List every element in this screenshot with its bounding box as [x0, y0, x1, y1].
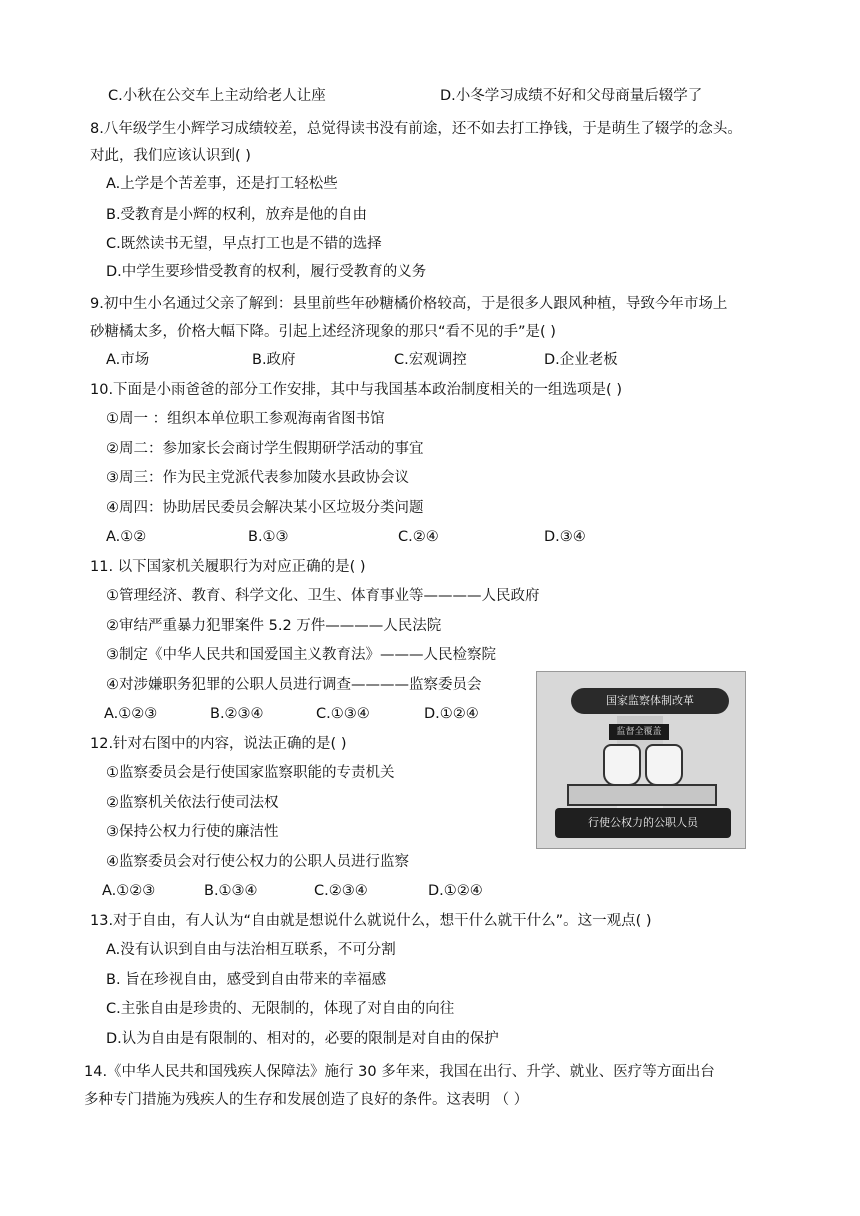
supervision-cartoon-figure — [536, 671, 746, 849]
q10-item-1: ①周一 ：组织本单位职工参观海南省图书馆 — [106, 411, 385, 427]
figure-official-left — [603, 744, 641, 786]
q10-option-b: B.①③ — [248, 529, 289, 545]
q10-option-c: C.②④ — [398, 529, 439, 545]
figure-sign: 监督全覆盖 — [609, 724, 669, 740]
q11-option-b: B.②③④ — [210, 706, 264, 722]
q11-option-d: D.①②④ — [424, 706, 479, 722]
q13-stem: 13.对于自由，有人认为“自由就是想说什么就说什么，想干什么就干什么”。这一观点( ) — [90, 913, 652, 929]
q14-stem-line1: 14.《中华人民共和国残疾人保障法》施行 30 多年来，我国在出行、升学、就业、医疗等方面出台 — [84, 1064, 715, 1080]
q9-option-d: D.企业老板 — [544, 352, 618, 368]
q11-item-1: ①管理经济、教育、科学文化、卫生、体育事业等————人民政府 — [106, 588, 540, 604]
q10-option-d: D.③④ — [544, 529, 586, 545]
q9-stem-line1: 9.初中生小名通过父亲了解到：县里前些年砂糖橘价格较高，于是很多人跟风种植，导致今年市场上 — [90, 296, 728, 312]
q11-item-2: ②审结严重暴力犯罪案件 5.2 万件————人民法院 — [106, 618, 442, 634]
q8-option-b: B.受教育是小辉的权利，放弃是他的自由 — [106, 207, 368, 223]
q13-option-a: A.没有认识到自由与法治相互联系，不可分割 — [106, 942, 396, 958]
q9-option-b: B.政府 — [252, 352, 296, 368]
q8-option-a: A.上学是个苦差事，还是打工轻松些 — [106, 176, 338, 192]
q11-option-c: C.①③④ — [316, 706, 370, 722]
q12-item-2: ②监察机关依法行使司法权 — [106, 795, 279, 811]
q13-option-b: B. 旨在珍视自由，感受到自由带来的幸福感 — [106, 972, 387, 988]
figure-label: 行使公权力的公职人员 — [555, 808, 731, 838]
q12-option-a: A.①②③ — [102, 883, 156, 899]
q9-stem-line2: 砂糖橘太多，价格大幅下降。引起上述经济现象的那只“看不见的手”是( ) — [90, 324, 556, 340]
q11-stem: 11. 以下国家机关履职行为对应正确的是( ) — [90, 559, 366, 575]
q13-option-d: D.认为自由是有限制的、相对的，必要的限制是对自由的保护 — [106, 1031, 499, 1047]
q8-stem-line1: 8.八年级学生小辉学习成绩较差，总觉得读书没有前途，还不如去打工挣钱，于是萌生了辍学的念头。 — [90, 121, 742, 137]
q10-item-4: ④周四：协助居民委员会解决某小区垃圾分类问题 — [106, 500, 424, 516]
q10-option-a: A.①② — [106, 529, 147, 545]
figure-official-right — [645, 744, 683, 786]
q14-stem-line2: 多种专门措施为残疾人的生存和发展创造了良好的条件。这表明 （ ） — [84, 1092, 529, 1108]
q8-option-d: D.中学生要珍惜受教育的权利，履行受教育的义务 — [106, 264, 427, 280]
q7-option-c: C.小秋在公交车上主动给老人让座 — [108, 88, 326, 104]
figure-banner: 国家监察体制改革 — [571, 688, 729, 714]
figure-desk — [567, 784, 717, 806]
q10-item-3: ③周三：作为民主党派代表参加陵水县政协会议 — [106, 470, 409, 486]
q9-option-a: A.市场 — [106, 352, 150, 368]
q8-stem-line2: 对此，我们应该认识到( ) — [90, 148, 251, 164]
q12-item-3: ③保持公权力行使的廉洁性 — [106, 824, 279, 840]
q12-item-4: ④监察委员会对行使公权力的公职人员进行监察 — [106, 854, 409, 870]
q7-option-d: D.小冬学习成绩不好和父母商量后辍学了 — [440, 88, 703, 104]
q11-option-a: A.①②③ — [104, 706, 158, 722]
q12-stem: 12.针对右图中的内容，说法正确的是( ) — [90, 736, 347, 752]
q12-option-c: C.②③④ — [314, 883, 368, 899]
q12-option-d: D.①②④ — [428, 883, 483, 899]
q13-option-c: C.主张自由是珍贵的、无限制的，体现了对自由的向往 — [106, 1001, 455, 1017]
q9-option-c: C.宏观调控 — [394, 352, 467, 368]
q8-option-c: C.既然读书无望，早点打工也是不错的选择 — [106, 236, 382, 252]
q12-item-1: ①监察委员会是行使国家监察职能的专责机关 — [106, 765, 395, 781]
q12-option-b: B.①③④ — [204, 883, 258, 899]
q11-item-3: ③制定《中华人民共和国爱国主义教育法》———人民检察院 — [106, 647, 496, 663]
q10-stem: 10.下面是小雨爸爸的部分工作安排，其中与我国基本政治制度相关的一组选项是( ) — [90, 382, 622, 398]
q10-item-2: ②周二：参加家长会商讨学生假期研学活动的事宜 — [106, 441, 424, 457]
q11-item-4: ④对涉嫌职务犯罪的公职人员进行调查————监察委员会 — [106, 677, 482, 693]
